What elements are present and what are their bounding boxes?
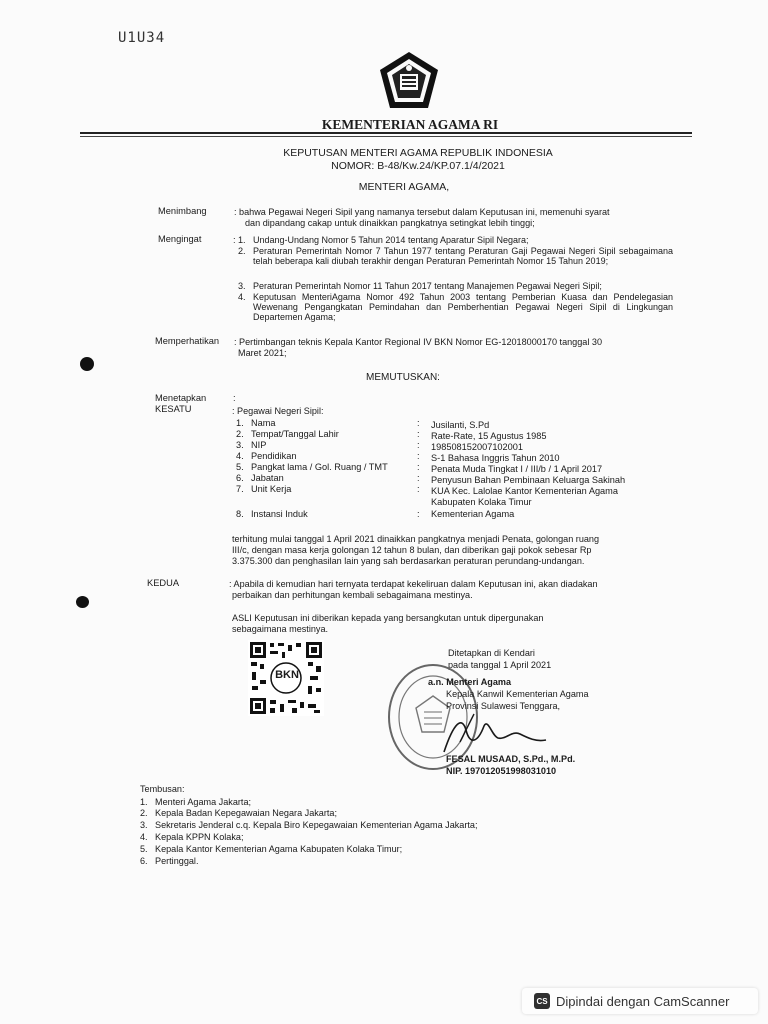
memutuskan-heading: MEMUTUSKAN: <box>366 372 440 383</box>
signer-name: FESAL MUSAAD, S.Pd., M.Pd. <box>446 754 576 764</box>
signer-nip: NIP. 197012051998031010 <box>446 766 557 776</box>
mengingat-num-1: 1. <box>238 235 246 245</box>
field-label-nip: NIP <box>251 440 267 450</box>
menetapkan-label: Menetapkan <box>155 393 207 403</box>
mengingat-item-4: Keputusan MenteriAgama Nomor 492 Tahun 2003 tentang Pemberian Kuasa dan Pendelegasian Wewenang Pengangkatan Pemindahan dan Pemberhentian Pegawai Negeri Sipil di Lingkungan Departemen Agama; <box>253 292 673 322</box>
document-code: U1U34 <box>118 30 166 46</box>
tembusan-item-2: Kepala Badan Kepegawaian Negara Jakarta; <box>155 808 338 818</box>
field-value-agency: Kementerian Agama <box>431 509 515 519</box>
field-label-position: Jabatan <box>251 473 284 483</box>
kesatu-para-2: III/c, dengan masa kerja golongan 12 tahun 8 bulan, dan diberikan gaji pokok sebesar Rp <box>232 545 592 555</box>
tembusan-num-6: 6. <box>140 856 148 866</box>
menetapkan-colon: : <box>233 393 236 403</box>
field-colon-5: : <box>417 462 420 472</box>
tembusan-item-6: Pertinggal. <box>155 856 199 866</box>
tembusan-item-1: Menteri Agama Jakarta; <box>155 797 252 807</box>
tembusan-item-4: Kepala KPPN Kolaka; <box>155 832 244 842</box>
menimbang-text-2: dan dipandang cakap untuk dinaikkan pangkatnya setingkat lebih tinggi; <box>245 218 535 228</box>
memperhatikan-label: Memperhatikan <box>155 336 220 346</box>
field-label-education: Pendidikan <box>251 451 297 461</box>
date-text: pada tanggal 1 April 2021 <box>448 660 552 670</box>
field-label-unit: Unit Kerja <box>251 484 292 494</box>
field-num-3: 3. <box>236 440 244 450</box>
field-value-rank: Penata Muda Tingkat I / III/b / 1 April 2017 <box>431 464 603 474</box>
field-colon-7: : <box>417 484 420 494</box>
field-colon-2: : <box>417 429 420 439</box>
menimbang-text-1: : bahwa Pegawai Negeri Sipil yang namanya tersebut dalam Keputusan ini, memenuhi syarat <box>234 207 610 217</box>
mengingat-colon: : <box>233 235 236 245</box>
qr-bkn-text: BKN <box>275 669 299 681</box>
field-value-nip: 198508152007102001 <box>431 442 523 452</box>
decree-heading <box>0 147 768 173</box>
tembusan-item-3: Sekretaris Jenderal c.q. Kepala Biro Kepegawaian Kementerian Agama Jakarta; <box>155 820 478 830</box>
mengingat-label: Mengingat <box>158 234 202 244</box>
field-value-birth: Rate-Rate, 15 Agustus 1985 <box>431 431 547 441</box>
field-value-unit-2: Kabupaten Kolaka Timur <box>431 497 532 507</box>
tembusan-item-5: Kepala Kantor Kementerian Agama Kabupaten Kolaka Timur; <box>155 844 403 854</box>
field-colon-4: : <box>417 451 420 461</box>
kesatu-label: KESATU <box>155 404 192 414</box>
kesatu-intro: : Pegawai Negeri Sipil: <box>232 406 324 416</box>
issuer-title: MENTERI AGAMA, <box>358 181 450 193</box>
field-num-2: 2. <box>236 429 244 439</box>
field-label-name: Nama <box>251 418 276 428</box>
handwritten-signature <box>440 712 550 758</box>
kesatu-para-1: terhitung mulai tanggal 1 April 2021 dinaikkan pangkatnya menjadi Penata, golongan ruang <box>232 534 600 544</box>
mengingat-item-1: Undang-Undang Nomor 5 Tahun 2014 tentang Aparatur Sipil Negara; <box>253 235 529 245</box>
mengingat-item-3: Peraturan Pemerintah Nomor 11 Tahun 2017 tentang Manajemen Pegawai Negeri Sipil; <box>253 281 602 291</box>
field-num-6: 6. <box>236 473 244 483</box>
header-rule <box>80 132 692 134</box>
field-value-education: S-1 Bahasa Inggris Tahun 2010 <box>431 453 560 463</box>
mengingat-num-3: 3. <box>238 281 246 291</box>
tembusan-title: Tembusan: <box>140 784 185 794</box>
tembusan-num-4: 4. <box>140 832 148 842</box>
mengingat-num-4: 4. <box>238 292 246 302</box>
kesatu-para-3: 3.375.300 dan penghasilan lain yang sah berdasarkan peraturan perundang-undangan. <box>232 556 585 566</box>
mengingat-item-2: Peraturan Pemerintah Nomor 7 Tahun 1977 tentang Peraturan Gaji Pegawai Negeri Sipil sebagaimana telah beberapa kali diubah terakhir dengan Peraturan Pemerintah Nomor 15 Tahun 2019; <box>253 246 673 266</box>
mengingat-num-2: 2. <box>238 246 246 256</box>
field-num-8: 8. <box>236 509 244 519</box>
asli-text-1: ASLI Keputusan ini diberikan kepada yang bersangkutan untuk dipergunakan <box>232 613 544 623</box>
field-value-unit: KUA Kec. Lalolae Kantor Kementerian Agama <box>431 486 618 496</box>
place-text: Ditetapkan di Kendari <box>448 648 535 658</box>
decree-number: NOMOR: B-48/Kw.24/KP.07.1/4/2021 <box>331 160 505 172</box>
decree-title: KEPUTUSAN MENTERI AGAMA REPUBLIK INDONESIA <box>283 147 553 159</box>
camscanner-text: Dipindai dengan CamScanner <box>556 993 730 1009</box>
header-rule-thin <box>80 136 692 137</box>
kedua-label: KEDUA <box>147 578 180 588</box>
field-colon-1: : <box>417 418 420 428</box>
field-colon-8: : <box>417 509 420 519</box>
field-colon-6: : <box>417 473 420 483</box>
role-line-1: Kepala Kanwil Kementerian Agama <box>446 689 589 699</box>
field-num-1: 1. <box>236 418 244 428</box>
camscanner-logo-icon: CS <box>534 993 550 1009</box>
tembusan-num-1: 1. <box>140 797 148 807</box>
hole-punch-mark <box>80 357 94 371</box>
hole-punch-mark-2 <box>76 596 89 608</box>
an-text: a.n. Menteri Agama <box>428 677 512 687</box>
tembusan-num-2: 2. <box>140 808 148 818</box>
field-value-position: Penyusun Bahan Pembinaan Keluarga Sakinah <box>431 475 626 485</box>
field-label-birth: Tempat/Tanggal Lahir <box>251 429 339 439</box>
field-label-agency: Instansi Induk <box>251 509 308 519</box>
tembusan-num-5: 5. <box>140 844 148 854</box>
tembusan-num-3: 3. <box>140 820 148 830</box>
field-num-7: 7. <box>236 484 244 494</box>
field-value-name: Jusilanti, S.Pd <box>431 420 490 430</box>
kedua-text-2: perbaikan dan perhitungan kembali sebagaimana mestinya. <box>232 590 473 600</box>
asli-text-2: sebagaimana mestinya. <box>232 624 329 634</box>
kedua-text-1: : Apabila di kemudian hari ternyata terdapat kekeliruan dalam Keputusan ini, akan diadakan <box>229 579 598 589</box>
field-num-4: 4. <box>236 451 244 461</box>
memperhatikan-text-1: : Pertimbangan teknis Kepala Kantor Regional IV BKN Nomor EG-12018000170 tanggal 30 <box>234 337 603 347</box>
memperhatikan-text-2: Maret 2021; <box>238 348 287 358</box>
role-line-2: Provinsi Sulawesi Tenggara, <box>446 701 561 711</box>
field-num-5: 5. <box>236 462 244 472</box>
field-colon-3: : <box>417 440 420 450</box>
field-label-rank: Pangkat lama / Gol. Ruang / TMT <box>251 462 388 472</box>
menimbang-label: Menimbang <box>158 206 207 216</box>
ministry-emblem <box>376 50 442 112</box>
ministry-name: KEMENTERIAN AGAMA RI <box>321 117 499 132</box>
camscanner-watermark <box>522 988 758 1014</box>
